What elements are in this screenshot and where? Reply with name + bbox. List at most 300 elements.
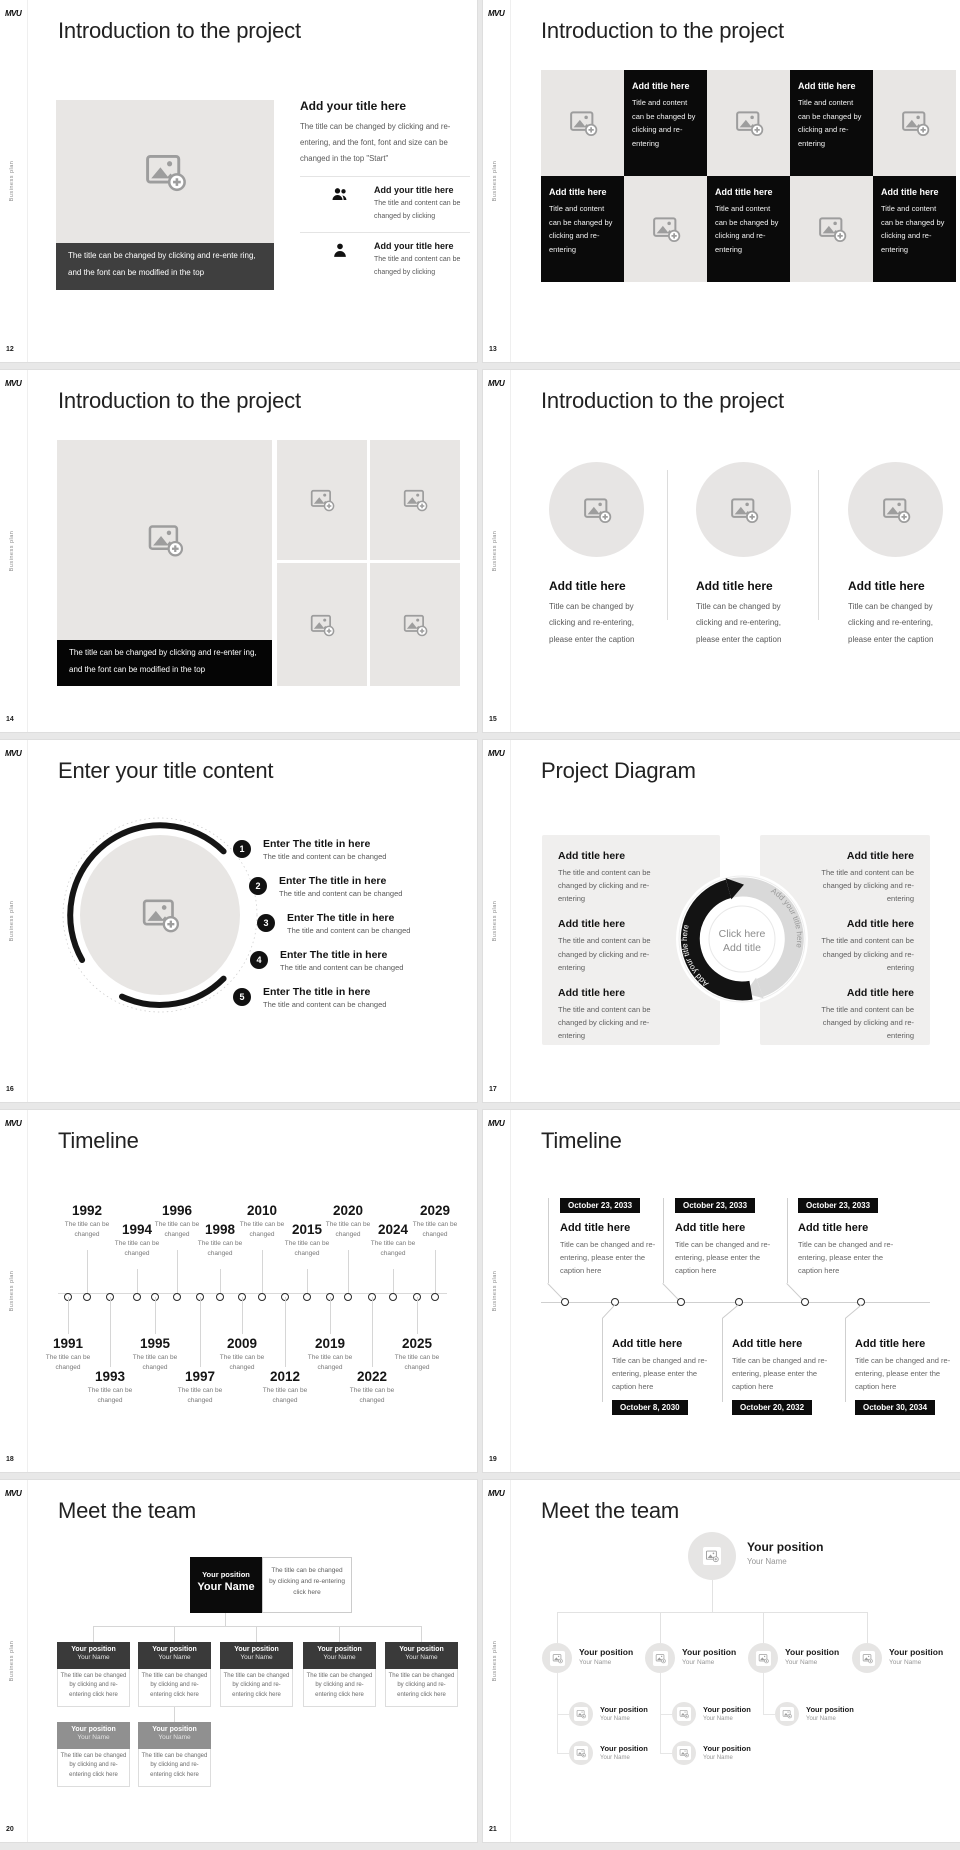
people-icon [330,185,350,205]
node-name: Your Name [806,1716,836,1722]
org-member-box [138,1642,211,1707]
connector-line [845,1318,846,1402]
member-position: Your position [399,1646,444,1653]
block-heading: Add title here [846,918,914,931]
node-name: Your Name [889,1659,922,1666]
slide-rail [483,0,511,362]
year-label: 1993 [94,1369,126,1384]
step-heading: Enter The title in here [280,949,388,961]
image-placeholder [56,100,274,243]
column-body: Title can be changed by clicking and re-entering, please enter the caption [848,602,934,644]
step-number: 3 [257,914,275,932]
year-label: 1998 [204,1222,236,1237]
member-name: Your Name [77,1734,110,1741]
cell-body: Title and content can be changed by clicking and re-entering [715,204,779,254]
slide-thumbnail-16[interactable] [0,740,477,1102]
step-number: 2 [249,877,267,895]
step-item [280,949,403,972]
timeline-entry [256,1369,314,1406]
date-badge: October 23, 2033 [560,1198,640,1213]
slide-number: 13 [489,346,497,353]
group-heading: Add title here [855,1338,926,1350]
image-caption: The title can be changed by clicking and re-enter ing, and the font can be modified in the top [57,640,272,686]
timeline-node [344,1293,352,1301]
date-badge: October 30, 2034 [855,1400,935,1415]
slide-content [511,1480,960,1842]
node-name: Your Name [600,1755,630,1761]
column-divider [818,470,819,620]
slide-number: 14 [6,716,14,723]
year-label: 2010 [246,1203,278,1218]
image-add-icon [402,612,428,638]
image-cell [790,176,873,282]
avatar-chip [756,1651,771,1666]
connector-line [763,1612,764,1643]
cell-title: Add title here [881,187,939,197]
year-label: 2009 [226,1336,258,1351]
year-caption: The title can be changed [412,1221,458,1238]
slide-content [511,370,960,732]
slide-thumbnail-17[interactable] [483,740,960,1102]
slide-content [28,370,477,732]
feature-column [549,462,657,648]
slide-title: Meet the team [58,1498,197,1523]
timeline-entry [406,1203,464,1240]
slide-rail [483,1480,511,1842]
node-name: Your Name [579,1659,612,1666]
cell-title: Add title here [632,81,690,91]
year-label: 2024 [377,1222,409,1237]
image-add-icon [782,1709,792,1719]
step-item [279,875,402,898]
node-position: Your position [600,1705,648,1714]
date-badge: October 8, 2030 [612,1400,688,1415]
slide-thumbnail-20[interactable] [0,1480,477,1842]
list-item-text [374,185,470,224]
image-add-icon [734,108,764,138]
slide-number: 19 [489,1456,497,1463]
image-add-icon [729,495,759,525]
member-position: Your position [152,1726,197,1733]
image-placeholder [57,440,272,640]
group-heading: Add title here [732,1338,803,1350]
avatar-chip [677,1707,691,1721]
image-add-icon [576,1748,586,1758]
node-position: Your position [703,1705,751,1714]
image-placeholder [370,563,460,686]
image-add-icon [402,487,428,513]
avatar-chip [703,1547,721,1565]
member-note: The title can be changed by clicking and re-entering click here [138,1669,211,1707]
group-heading: Add title here [560,1222,631,1234]
brand-logo: MVU [488,1489,505,1498]
avatar-circle [672,1741,696,1765]
slide-content [28,0,477,362]
step-body: The title and content can be changed [263,852,387,861]
image-add-icon [679,1748,689,1758]
cell-title: Add title here [549,187,607,197]
column-body: Title can be changed by clicking and re-entering, please enter the caption [696,602,782,644]
group-body: Title can be changed and re-entering, please enter the caption here [732,1356,828,1392]
member-position: Your position [152,1646,197,1653]
group-body: Title can be changed and re-entering, please enter the caption here [798,1240,894,1276]
year-label: 1994 [121,1222,153,1237]
member-note: The title can be changed by clicking and re-entering click here [57,1669,130,1707]
step-item [263,986,386,1009]
avatar-circle [688,1532,736,1580]
connector-line [712,1580,713,1612]
connector-line [557,1753,569,1754]
year-label: 2012 [269,1369,301,1384]
slide-rail [483,370,511,732]
slide-content [511,1110,960,1472]
member-position: Your position [71,1646,116,1653]
timeline-entry [39,1336,97,1373]
org-node-label [579,1647,633,1666]
org-node-label [806,1705,854,1722]
avatar-chip [653,1651,668,1666]
slide-title: Project Diagram [541,758,696,783]
timeline-node [801,1298,809,1306]
timeline-entry [343,1369,401,1406]
connector-line [435,1250,436,1293]
slide-number: 21 [489,1826,497,1833]
connector-line [763,1673,764,1714]
deck-vertical-label: Business plan [492,160,498,202]
connector-line [660,1673,661,1753]
member-name: Your Name [77,1654,110,1661]
deck-vertical-label: Business plan [9,530,15,572]
avatar-circle [542,1643,572,1673]
group-heading: Add title here [798,1222,869,1234]
text-cell [707,176,790,282]
org-node-label [600,1705,648,1722]
org-sub-member-box [138,1722,211,1787]
node-name: Your Name [703,1755,733,1761]
timeline-node [133,1293,141,1301]
year-label: 2025 [401,1336,433,1351]
slide-number: 16 [6,1086,14,1093]
deck-vertical-label: Business plan [9,1270,15,1312]
group-body: Title can be changed and re-entering, please enter the caption here [855,1356,951,1392]
deck-vertical-label: Business plan [9,160,15,202]
node-position: Your position [747,1540,824,1554]
slide-thumbnail-14[interactable] [0,370,477,732]
brand-logo: MVU [488,749,505,758]
step-heading: Enter The title in here [287,912,395,924]
text-cell [624,70,707,176]
block-heading: Add title here [558,918,626,931]
step-number: 1 [233,840,251,858]
group-heading: Add title here [612,1338,683,1350]
node-position: Your position [600,1744,648,1753]
block-body: The title and content can be changed by clicking and re-entering [558,868,651,904]
slide-rail [0,1480,28,1842]
year-label: 2022 [356,1369,388,1384]
timeline-node [258,1293,266,1301]
step-heading: Enter The title in here [263,838,371,850]
member-header [385,1642,458,1669]
org-node-label [682,1647,736,1666]
cell-body: Title and content can be changed by clicking and re-entering [549,204,613,254]
node-position: Your position [889,1647,944,1657]
image-add-icon [309,487,335,513]
step-body: The title and content can be changed [280,963,404,972]
image-placeholder [277,563,367,686]
member-header [57,1642,130,1669]
member-position: Your position [234,1646,279,1653]
image-add-icon [143,150,187,194]
year-label: 1992 [71,1203,103,1218]
member-header [57,1722,130,1749]
group-heading: Add title here [675,1222,746,1234]
item-body: The title and content can be changed by clicking [374,199,461,221]
slide-content [511,0,960,362]
connector-line [787,1198,788,1283]
connector-line [348,1250,349,1293]
item-body: The title and content can be changed by clicking [374,255,461,276]
connector-line [557,1673,558,1753]
year-label: 2019 [314,1336,346,1351]
image-caption: The title can be changed by clicking and re-ente ring, and the font can be modified in the top [56,243,274,290]
timeline-node [561,1298,569,1306]
timeline-node [389,1293,397,1301]
slide-thumbnail-19[interactable] [483,1110,960,1472]
text-cell [790,70,873,176]
member-position: Your position [317,1646,362,1653]
block-body: The title and content can be changed by clicking and re-entering [558,1004,651,1040]
connector-line [660,1714,672,1715]
column-divider [667,470,668,620]
slide-content [28,740,477,1102]
text-cell [541,176,624,282]
year-caption: The title can be changed [64,1221,110,1238]
member-note: The title can be changed by clicking and re-entering click here [303,1669,376,1707]
block-heading: Add title here [558,850,626,862]
image-cell [541,70,624,176]
node-name: Your Name [747,1557,787,1566]
year-caption: The title can be changed [87,1387,133,1404]
member-name: Your Name [158,1734,191,1741]
slide-rail [0,740,28,1102]
member-header [303,1642,376,1669]
year-label: 2020 [332,1203,364,1218]
slide-thumbnail-18[interactable] [0,1110,477,1472]
org-node-label [889,1647,943,1666]
slide-number: 20 [6,1826,14,1833]
block-body: The title and content can be changed by clicking and re-entering [821,868,914,904]
timeline-node [303,1293,311,1301]
image-cell [707,70,790,176]
timeline-node [216,1293,224,1301]
section-body: The title can be changed by clicking and re-entering, and the font, font and size can be changed in the top "Start" [300,122,451,163]
avatar-chip [860,1651,875,1666]
date-badge: October 23, 2033 [798,1198,878,1213]
slide-number: 18 [6,1456,14,1463]
slide-title: Timeline [541,1128,622,1153]
slide-number: 12 [6,346,14,353]
deck-vertical-label: Business plan [492,900,498,942]
node-position: Your position [579,1647,634,1657]
image-add-icon [881,495,911,525]
image-add-icon [552,1653,563,1664]
feature-column [848,462,956,648]
connector-line [557,1714,569,1715]
right-text-column [300,99,470,287]
avatar-chip [574,1707,588,1721]
timeline-group-bottom [732,1338,842,1415]
image-add-icon [140,895,180,935]
image-add-icon [817,214,847,244]
year-caption: The title can be changed [307,1354,353,1371]
image-add-icon [582,495,612,525]
connector-line [660,1612,661,1643]
arrow-label-left: Add your title here [679,923,711,989]
member-note: The title can be changed by clicking and re-entering click here [138,1749,211,1787]
brand-logo: MVU [5,1119,22,1128]
connector-line [307,1269,308,1293]
slide-rail [0,370,28,732]
org-node-label [703,1744,751,1761]
org-node-label [703,1705,751,1722]
timeline-entry [388,1336,446,1373]
step-item [263,838,386,861]
root-name: Your Name [197,1581,255,1593]
org-member-box [57,1642,130,1707]
year-label: 2029 [419,1203,451,1218]
node-position: Your position [682,1647,737,1657]
timeline-node [83,1293,91,1301]
slide-rail [0,1110,28,1472]
connector-diagonal [722,1304,739,1319]
year-caption: The title can be changed [370,1240,416,1257]
timeline-node [173,1293,181,1301]
deck-vertical-label: Business plan [492,530,498,572]
image-placeholder-circle [549,462,644,557]
connector-line [68,1297,69,1334]
node-position: Your position [806,1705,854,1714]
column-body: Title can be changed by clicking and re-entering, please enter the caption [549,602,635,644]
center-text-line2: Add title [723,942,761,954]
image-add-icon [146,521,184,559]
connector-line [256,1626,257,1642]
deck-vertical-label: Business plan [9,900,15,942]
timeline-entry [301,1336,359,1373]
year-caption: The title can be changed [284,1240,330,1257]
block-heading: Add title here [558,986,626,999]
image-add-icon [576,1709,586,1719]
year-caption: The title can be changed [177,1387,223,1404]
node-name: Your Name [600,1716,630,1722]
connector-line [417,1297,418,1334]
step-body: The title and content can be changed [263,1000,387,1009]
timeline-entry [213,1336,271,1373]
image-add-icon [568,108,598,138]
image-add-icon [655,1653,666,1664]
avatar-circle [775,1702,799,1726]
org-node-label [600,1744,648,1761]
org-member-box [220,1642,293,1707]
slide-thumbnail-15[interactable] [483,370,960,732]
org-member-box [303,1642,376,1707]
image-add-icon [862,1653,873,1664]
timeline-entry [81,1369,139,1406]
year-label: 1995 [139,1336,171,1351]
image-add-icon [758,1653,769,1664]
connector-line [225,1613,226,1626]
connector-line [242,1297,243,1334]
image-placeholder-circle [848,462,943,557]
slide-thumbnail-12[interactable] [0,0,477,362]
image-placeholder [370,440,460,560]
slide-title: Introduction to the project [58,18,301,43]
connector-line [110,1297,111,1367]
org-member-box [385,1642,458,1707]
org-root-box [190,1557,262,1613]
brand-logo: MVU [488,1119,505,1128]
year-caption: The title can be changed [262,1387,308,1404]
slide-rail [483,740,511,1102]
year-caption: The title can be changed [394,1354,440,1371]
avatar-circle [569,1702,593,1726]
cell-body: Title and content can be changed by clicking and re-entering [798,98,862,148]
image-placeholder [277,440,367,560]
year-label: 1991 [52,1336,84,1351]
step-heading: Enter The title in here [263,986,371,998]
block-heading: Add title here [846,850,914,862]
member-name: Your Name [323,1654,356,1661]
slide-thumbnail-21[interactable] [483,1480,960,1842]
feature-column [696,462,804,648]
block-body: The title and content can be changed by clicking and re-entering [821,936,914,972]
avatar-circle [748,1643,778,1673]
slide-title: Introduction to the project [541,388,784,413]
image-add-icon [900,108,930,138]
image-cell [873,70,956,176]
member-header [138,1722,211,1749]
item-title: Add your title here [374,240,454,251]
org-root-note: The title can be changed by clicking and re-entering click here [262,1557,352,1613]
group-body: Title can be changed and re-entering, please enter the caption here [560,1240,656,1276]
timeline-group-top [560,1195,670,1277]
year-caption: The title can be changed [219,1354,265,1371]
date-badge: October 23, 2033 [675,1198,755,1213]
brand-logo: MVU [488,9,505,18]
section-heading: Add your title here [300,99,407,113]
year-label: 2015 [291,1222,323,1237]
timeline-entry [171,1369,229,1406]
year-caption: The title can be changed [239,1221,285,1238]
slide-thumbnail-13[interactable] [483,0,960,362]
connector-line [393,1269,394,1293]
member-name: Your Name [158,1654,191,1661]
node-name: Your Name [682,1659,715,1666]
block-body: The title and content can be changed by clicking and re-entering [821,1004,914,1040]
connector-line [155,1297,156,1334]
connector-line [177,1250,178,1293]
root-position: Your position [202,1570,250,1579]
member-note: The title can be changed by clicking and re-entering click here [385,1669,458,1707]
brand-logo: MVU [5,749,22,758]
year-caption: The title can be changed [45,1354,91,1371]
image-cell [624,176,707,282]
slide-rail [483,1110,511,1472]
avatar-chip [574,1746,588,1760]
org-node-label [785,1647,839,1666]
connector-line [220,1269,221,1293]
image-add-icon [651,214,681,244]
avatar-circle [852,1643,882,1673]
